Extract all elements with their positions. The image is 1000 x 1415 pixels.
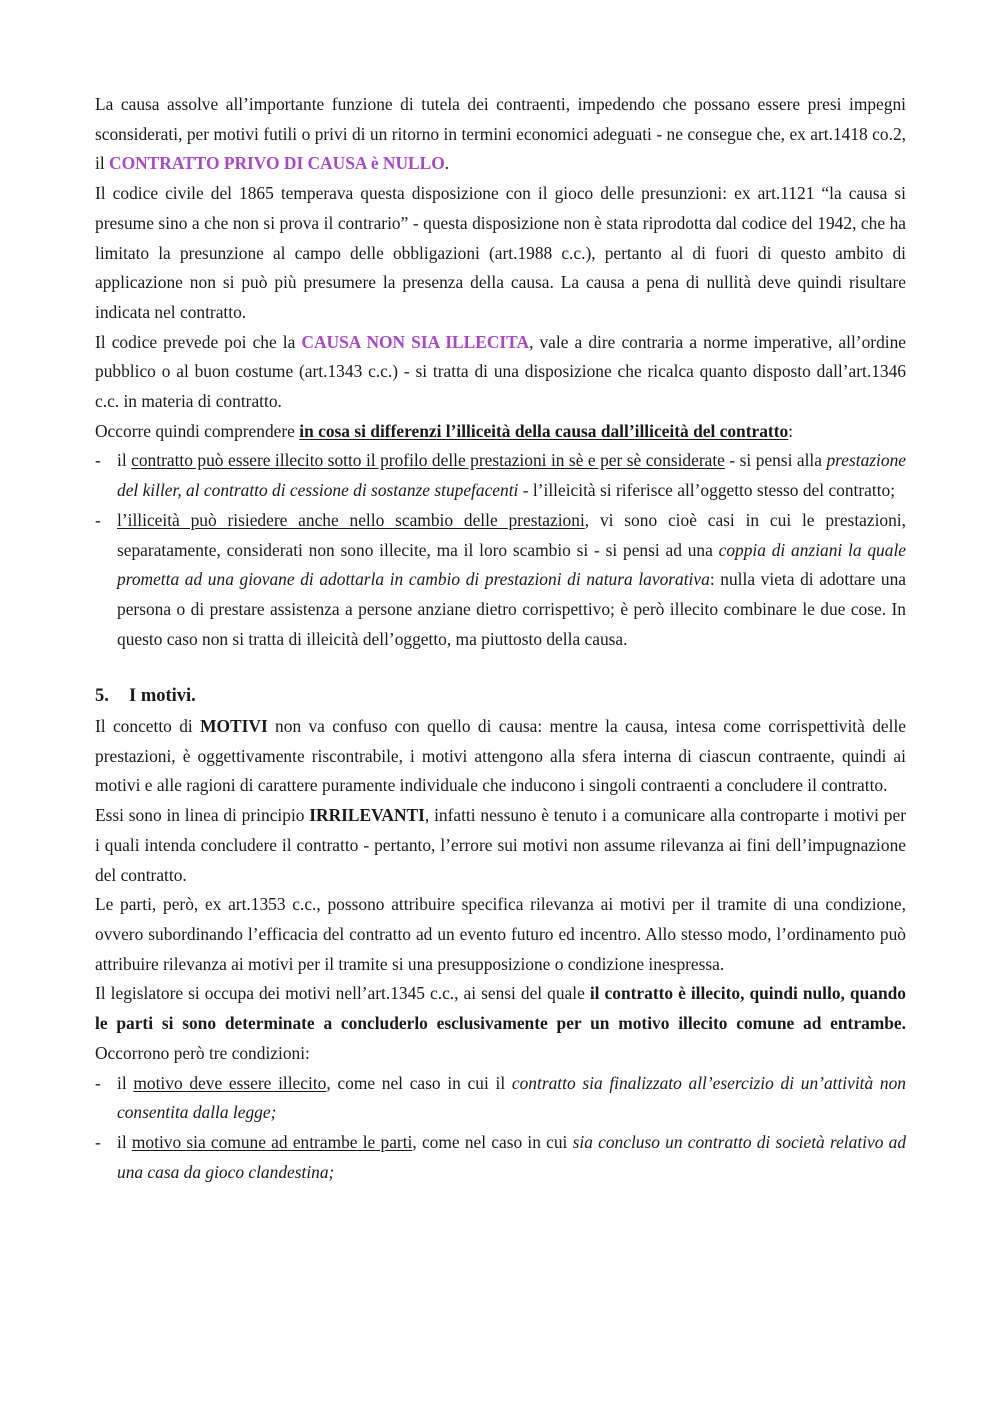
paragraph-causa-illecita: Il codice prevede poi che la CAUSA NON SIA ILLECITA, vale a dire contraria a norme imperative, all’ordine pubblico o al buon costume (art.1343 c.c.) - si tratta di una disposizione che ricalca quanto disposto dall’art.1346 c.c. in materia di contratto.	[95, 331, 907, 412]
list-item: - il motivo deve essere illecito, come nel caso in cui il contratto sia finalizzato all’esercizio di un’attività non consentita dalla legge;	[95, 1069, 906, 1128]
list-illiceita	[95, 446, 906, 654]
list-item: - il contratto può essere illecito sotto il profilo delle prestazioni in sè e per sè considerate - si pensi alla prestazione del killer, al contratto di cessione di sostanze stupefacenti - l’illeicità si riferisce all’oggetto stesso del contratto;	[95, 446, 906, 505]
paragraph-differenze: Occorre quindi comprendere in cosa si differenzi l’illiceità della causa dall’illiceità del contratto:	[95, 420, 794, 441]
paragraph-causa-funzione: La causa assolve all’importante funzione di tutela dei contraenti, impedendo che possano essere presi impegni sconsiderati, per motivi futili o privi di un ritorno in termini economici adeguati - ne consegue che, ex art.1418 co.2, il CONTRATTO PRIVO DI CAUSA è NULLO.	[95, 94, 906, 174]
section-number: 5.	[95, 686, 109, 707]
section-title: I motivi.	[129, 686, 196, 707]
section-heading	[95, 682, 906, 712]
dash-bullet: -	[95, 1131, 101, 1152]
highlight-causa-illecita: CAUSA NON SIA ILLECITA	[301, 331, 530, 352]
paragraph-codice-1865: Il codice civile del 1865 temperava questa disposizione con il gioco delle presunzioni: ex art.1121 “la causa si presume sino a che non si prova il contrario” - questa disposizione non è stata riprodotta dal codice del 1942, che ha limitato la presunzione al campo delle obbligazioni (art.1988 c.c.), pertanto al di fuori di questo ambito di applicazione non si può più presumere la presenza della causa. La causa a pena di nullità deve quindi risultare indicata nel contratto.	[95, 183, 906, 322]
list-item: - l’illiceità può risiedere anche nello scambio delle prestazioni, vi sono cioè casi in cui le prestazioni, separatamente, considerati non sono illecite, ma il loro scambio si - si pensi ad una coppia di anziani la quale prometta ad una giovane di adottarla in cambio di prestazioni di natura lavorativa: nulla vieta di adottare una persona o di prestare assistenza a persone anziane dietro corrispettivo; è però illecito combinare le due cose. In questo caso non si tratta di illeicità dell’oggetto, ma piuttosto della causa.	[95, 506, 906, 655]
dash-bullet: -	[95, 1072, 101, 1093]
paragraph-irrilevanti: Essi sono in linea di principio IRRILEVANTI, infatti nessuno è tenuto i a comunicare alla controparte i motivi per i quali intenda concludere il contratto - pertanto, l’errore sui motivi non assume rilevanza ai fini dell’impugnazione del contratto.	[95, 805, 906, 885]
highlight-contratto-nullo: CONTRATTO PRIVO DI CAUSA è NULLO	[109, 153, 445, 174]
list-condizioni	[95, 1069, 906, 1188]
paragraph-art-1345: Il legislatore si occupa dei motivi nell’art.1345 c.c., ai sensi del quale il contratto è illecito, quindi nullo, quando le parti si sono determinate a concluderlo esclusivamente per un motivo illecito comune ad entrambe. Occorrono però tre condizioni:	[95, 983, 906, 1063]
underlined-bold-phrase: in cosa si differenzi l’illiceità della causa dall’illiceità del contratto	[299, 420, 789, 441]
paragraph-condizione: Le parti, però, ex art.1353 c.c., possono attribuire specifica rilevanza ai motivi per il tramite di una condizione, ovvero subordinando l’efficacia del contratto ad un evento futuro ed incentro. Allo stesso modo, l’ordinamento può attribuire rilevanza ai motivi per il tramite si una presupposizione o condizione inespressa.	[95, 894, 906, 974]
dash-bullet: -	[95, 509, 101, 530]
list-item: - il motivo sia comune ad entrambe le parti, come nel caso in cui sia concluso un contratto di società relativo ad una casa da gioco clandestina;	[95, 1128, 906, 1187]
dash-bullet: -	[95, 450, 101, 471]
paragraph-motivi: Il concetto di MOTIVI non va confuso con quello di causa: mentre la causa, intesa come corrispettività delle prestazioni, è oggettivamente riscontrabile, i motivi attengono alla sfera interna di ciascun contraente, quindi ai motivi e alle ragioni di carattere puramente individuale che inducono i singoli contraenti a concludere il contratto.	[95, 716, 906, 796]
